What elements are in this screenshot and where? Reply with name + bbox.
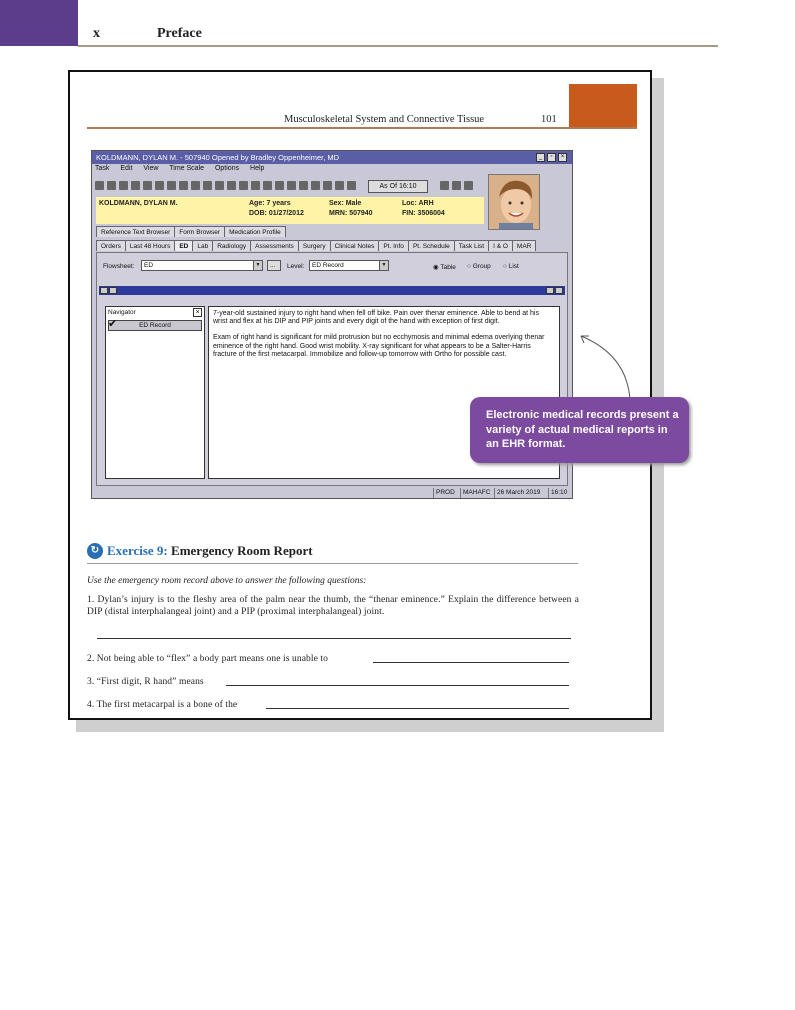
toolbar-icon[interactable]: [143, 181, 152, 190]
toolbar-icon[interactable]: [452, 181, 461, 190]
note-paragraph: 7-year-old sustained injury to right hand when fell off bike. Pain over thenar eminence. Able to bend at his wrist and flex at his DIP and PIP joints and every digit of the hand with exception of first digit.: [213, 310, 539, 326]
patient-loc: Loc: ARH: [402, 200, 434, 207]
question-2: 2. Not being able to “flex” a body part means one is unable to: [87, 654, 328, 664]
answer-line-4[interactable]: [266, 708, 569, 709]
patient-photo: [488, 174, 540, 230]
exercise-rule: [87, 563, 578, 564]
toolbar-icon[interactable]: [107, 181, 116, 190]
tab-orders[interactable]: Orders: [96, 240, 126, 251]
patient-fin: FIN: 3506004: [402, 210, 445, 217]
exercise-title: Emergency Room Report: [171, 543, 313, 558]
status-time: 16:10: [548, 488, 569, 498]
checkmark-icon: ✔: [108, 318, 118, 330]
patient-banner: [96, 197, 484, 224]
patient-mrn: MRN: 507940: [329, 210, 373, 217]
view-radio-group[interactable]: ○ Group: [467, 263, 491, 270]
patient-name: KOLDMANN, DYLAN M.: [99, 200, 178, 207]
as-of-button[interactable]: As Of 16:10: [368, 180, 428, 193]
menu-time-scale[interactable]: Time Scale: [169, 165, 205, 172]
status-bar: [96, 488, 568, 498]
exercise-intro: Use the emergency room record above to answer the following questions:: [87, 576, 367, 586]
view-option-label: List: [508, 263, 519, 270]
toolbar-icon[interactable]: [464, 181, 473, 190]
tab-pt-info[interactable]: Pt. Info: [378, 240, 409, 251]
inner-page-color-block: [569, 84, 637, 128]
question-3: 3. “First digit, R hand” means: [87, 677, 204, 687]
scroll-right-icon[interactable]: [109, 287, 117, 294]
answer-line-1[interactable]: [97, 638, 571, 639]
maximize-button[interactable]: ▫: [547, 153, 556, 162]
menu-task[interactable]: Task: [95, 165, 110, 172]
menu-options[interactable]: Options: [214, 165, 240, 172]
toolbar-icon[interactable]: [215, 181, 224, 190]
level-label: Level:: [287, 263, 305, 270]
flowsheet-label: Flowsheet:: [103, 263, 135, 270]
tab-last-48-hours[interactable]: Last 48 Hours: [125, 240, 175, 251]
menu-view[interactable]: View: [143, 165, 159, 172]
flowsheet-select[interactable]: [141, 260, 263, 271]
status-prod: PROD: [433, 488, 457, 498]
close-icon[interactable]: ×: [193, 308, 202, 317]
status-date: 26 March 2019: [494, 488, 542, 498]
tab-clinical-notes[interactable]: Clinical Notes: [330, 240, 380, 251]
note-paragraph: Exam of right hand is significant for mild protrusion but no ecchymosis and minimal edema overlying thenar eminence of the right hand. Good wrist mobility. X-ray significant for what appears to be a Salter-Harris fracture of the first metacarpal. Immobilize and follow-up tomorrow with Ortho for possible cast.: [213, 334, 545, 358]
tab-assessments[interactable]: Assessments: [250, 240, 299, 251]
status-user: MAHAFC: [460, 488, 492, 498]
toolbar-icon[interactable]: [347, 181, 356, 190]
tab-i-and-o[interactable]: I & O: [488, 240, 513, 251]
navigator-title: Navigator: [108, 309, 136, 316]
tab-surgery[interactable]: Surgery: [298, 240, 331, 251]
navigator-panel: [105, 306, 205, 479]
toolbar-icon[interactable]: [299, 181, 308, 190]
toolbar-icon[interactable]: [179, 181, 188, 190]
page-header-title: Preface: [157, 26, 202, 41]
exercise-heading: [107, 543, 313, 559]
chevron-down-icon: ▼: [253, 261, 262, 270]
tab-mar[interactable]: MAR: [512, 240, 536, 251]
inner-page-number: 101: [541, 114, 557, 125]
toolbar-icon[interactable]: [287, 181, 296, 190]
toolbar-icon[interactable]: [263, 181, 272, 190]
menu-bar: [95, 165, 273, 175]
menu-edit[interactable]: Edit: [120, 165, 133, 172]
tab-task-list[interactable]: Task List: [454, 240, 489, 251]
toolbar-icon[interactable]: [440, 181, 449, 190]
question-4: 4. The first metacarpal is a bone of the: [87, 700, 238, 710]
chevron-down-icon: ▼: [379, 261, 388, 270]
tab-form-browser[interactable]: Form Browser: [174, 226, 225, 237]
scroll-left-icon[interactable]: [546, 287, 554, 294]
flowsheet-value: ED: [144, 262, 154, 269]
header-rule: [78, 45, 718, 47]
patient-sex: Sex: Male: [329, 200, 362, 207]
menu-help[interactable]: Help: [250, 165, 265, 172]
view-option-label: Group: [472, 263, 491, 270]
patient-dob: DOB: 01/27/2012: [249, 210, 304, 217]
toolbar-icon[interactable]: [131, 181, 140, 190]
window-title: KOLDMANN, DYLAN M. - 507940 Opened by Bradley Oppenheimer, MD: [92, 151, 572, 164]
toolbar-icon[interactable]: [203, 181, 212, 190]
toolbar-icon[interactable]: [155, 181, 164, 190]
callout-box: Electronic medical records present a variety of actual medical reports in an EHR format.: [470, 397, 689, 463]
toolbar-icon[interactable]: [167, 181, 176, 190]
toolbar-icon[interactable]: [323, 181, 332, 190]
toolbar-icon[interactable]: [275, 181, 284, 190]
minimize-button[interactable]: _: [536, 153, 545, 162]
level-value: ED Record: [312, 262, 344, 269]
toolbar-icon[interactable]: [239, 181, 248, 190]
exercise-icon: ↻: [87, 543, 103, 559]
page-number: x: [93, 26, 100, 41]
chart-tab-row: [96, 240, 535, 252]
toolbar-icon[interactable]: [119, 181, 128, 190]
toolbar-icon[interactable]: [311, 181, 320, 190]
view-radio-table[interactable]: ◉ Table: [433, 264, 456, 271]
level-select[interactable]: [309, 260, 389, 271]
tab-ed[interactable]: ED: [174, 240, 193, 251]
time-scroll-bar[interactable]: [99, 286, 565, 295]
top-tab-row: [96, 226, 285, 238]
tab-radiology[interactable]: Radiology: [212, 240, 251, 251]
toolbar-icon[interactable]: [227, 181, 236, 190]
answer-line-3[interactable]: [226, 685, 569, 686]
tab-lab[interactable]: Lab: [192, 240, 213, 251]
inner-page-rule: [87, 127, 637, 129]
tab-medication-profile[interactable]: Medication Profile: [224, 226, 286, 237]
answer-line-2[interactable]: [373, 662, 569, 663]
toolbar-icon[interactable]: [191, 181, 200, 190]
close-button[interactable]: ×: [558, 153, 567, 162]
patient-age: Age: 7 years: [249, 200, 291, 207]
scroll-left-icon[interactable]: [100, 287, 108, 294]
header-color-tab: [0, 0, 78, 46]
toolbar-icon[interactable]: [251, 181, 260, 190]
exercise-label: Exercise 9:: [107, 543, 168, 558]
tab-pt-schedule[interactable]: Pt. Schedule: [408, 240, 455, 251]
question-1: 1. Dylan’s injury is to the fleshy area of the palm near the thumb, the “thenar eminence.” Explain the difference between a DIP (distal interphalangeal joint) and a PIP (proximal interphalangeal) joint.: [87, 595, 579, 617]
tab-reference-text-browser[interactable]: Reference Text Browser: [96, 226, 175, 237]
scroll-right-icon[interactable]: [555, 287, 563, 294]
flowsheet-browse-button[interactable]: ...: [267, 260, 281, 271]
inner-page-title: Musculoskeletal System and Connective Tissue: [284, 114, 485, 125]
view-radio-list[interactable]: ○ List: [503, 263, 519, 270]
navigator-item-ed-record[interactable]: ED Record: [108, 320, 202, 331]
toolbar-icon[interactable]: [95, 181, 104, 190]
toolbar-icon[interactable]: [335, 181, 344, 190]
view-option-label: Table: [440, 264, 456, 271]
